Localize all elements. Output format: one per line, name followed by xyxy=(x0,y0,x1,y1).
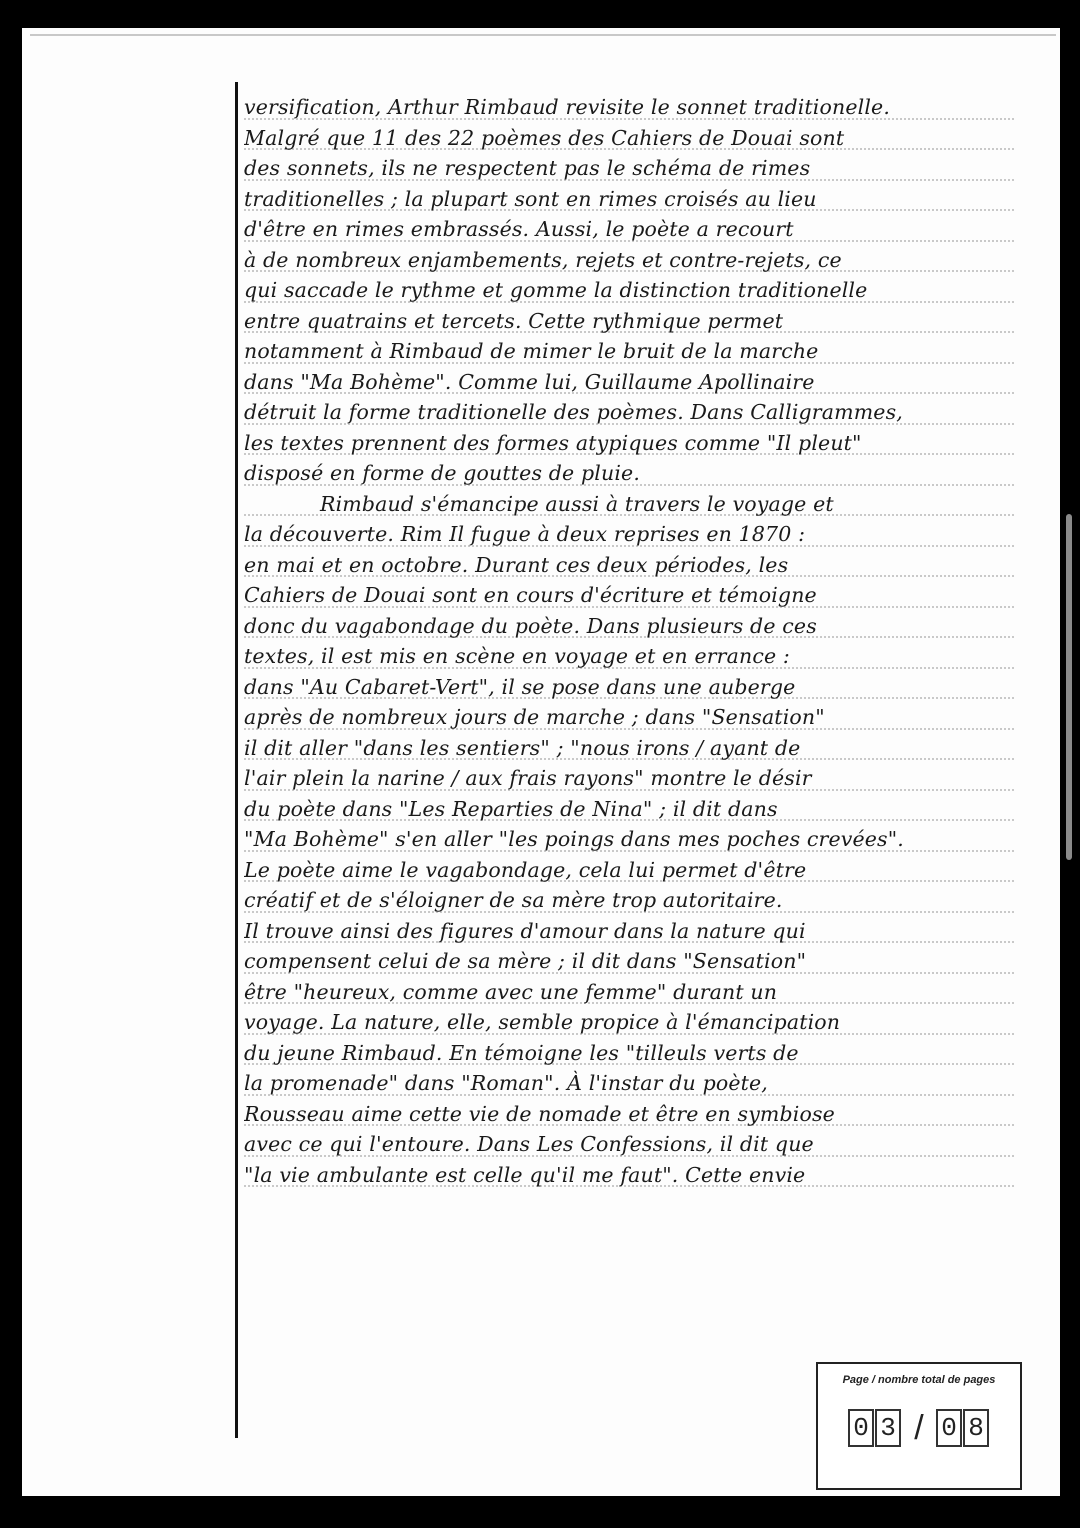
text-line: voyage. La nature, elle, semble propice à l'émancipation xyxy=(244,1007,1014,1038)
text-line: dans "Ma Bohème". Comme lui, Guillaume Apollinaire xyxy=(244,367,1014,398)
page-number-digits xyxy=(848,1410,990,1446)
essay-text xyxy=(244,92,1014,1190)
text-line: après de nombreux jours de marche ; dans "Sensation" xyxy=(244,702,1014,733)
text-line: qui saccade le rythme et gomme la distinction traditionelle xyxy=(244,275,1014,306)
frame-border-top xyxy=(0,0,1080,28)
text-line: Il trouve ainsi des figures d'amour dans la nature qui xyxy=(244,916,1014,947)
margin-line xyxy=(235,82,238,1438)
text-line: compensent celui de sa mère ; il dit dans "Sensation" xyxy=(244,946,1014,977)
text-line: à de nombreux enjambements, rejets et contre-rejets, ce xyxy=(244,245,1014,276)
text-line: créatif et de s'éloigner de sa mère trop autoritaire. xyxy=(244,885,1014,916)
text-line: "Ma Bohème" s'en aller "les poings dans mes poches crevées". xyxy=(244,824,1014,855)
scrollbar[interactable] xyxy=(1066,514,1072,860)
text-line: détruit la forme traditionelle des poèmes. Dans Calligrammes, xyxy=(244,397,1014,428)
page-digit: 0 xyxy=(848,1409,874,1447)
text-line: il dit aller "dans les sentiers" ; "nous irons / ayant de xyxy=(244,733,1014,764)
text-line: en mai et en octobre. Durant ces deux périodes, les xyxy=(244,550,1014,581)
text-line: disposé en forme de gouttes de pluie. xyxy=(244,458,1014,489)
text-line: être "heureux, comme avec une femme" durant un xyxy=(244,977,1014,1008)
page-separator: / xyxy=(914,1409,924,1447)
page-digit: 3 xyxy=(875,1409,901,1447)
text-line: Le poète aime le vagabondage, cela lui permet d'être xyxy=(244,855,1014,886)
text-line: avec ce qui l'entoure. Dans Les Confessions, il dit que xyxy=(244,1129,1014,1160)
text-line: du jeune Rimbaud. En témoigne les "tilleuls verts de xyxy=(244,1038,1014,1069)
text-line: l'air plein la narine / aux frais rayons" montre le désir xyxy=(244,763,1014,794)
text-line: les textes prennent des formes atypiques comme "Il pleut" xyxy=(244,428,1014,459)
text-line: entre quatrains et tercets. Cette rythmique permet xyxy=(244,306,1014,337)
handwritten-page xyxy=(22,28,1060,1496)
text-line: donc du vagabondage du poète. Dans plusieurs de ces xyxy=(244,611,1014,642)
text-line: la découverte. Rim Il fugue à deux reprises en 1870 : xyxy=(244,519,1014,550)
top-rule xyxy=(30,34,1056,36)
page-number-label: Page / nombre total de pages xyxy=(842,1374,996,1386)
text-line: "la vie ambulante est celle qu'il me faut". Cette envie xyxy=(244,1160,1014,1191)
text-line: la promenade" dans "Roman". À l'instar du poète, xyxy=(244,1068,1014,1099)
text-line: dans "Au Cabaret-Vert", il se pose dans une auberge xyxy=(244,672,1014,703)
frame-border-bottom xyxy=(0,1496,1080,1528)
text-line: Cahiers de Douai sont en cours d'écriture et témoigne xyxy=(244,580,1014,611)
text-line: textes, il est mis en scène en voyage et en errance : xyxy=(244,641,1014,672)
page-number-box xyxy=(816,1362,1022,1490)
text-line: Rousseau aime cette vie de nomade et être en symbiose xyxy=(244,1099,1014,1130)
total-digit: 0 xyxy=(936,1409,962,1447)
text-line: du poète dans "Les Reparties de Nina" ; il dit dans xyxy=(244,794,1014,825)
text-line: traditionelles ; la plupart sont en rimes croisés au lieu xyxy=(244,184,1014,215)
text-line: des sonnets, ils ne respectent pas le schéma de rimes xyxy=(244,153,1014,184)
text-line: Rimbaud s'émancipe aussi à travers le voyage et xyxy=(244,489,1014,520)
total-digit: 8 xyxy=(963,1409,989,1447)
text-line: Malgré que 11 des 22 poèmes des Cahiers de Douai sont xyxy=(244,123,1014,154)
text-line: versification, Arthur Rimbaud revisite le sonnet traditionelle. xyxy=(244,92,1014,123)
text-line: d'être en rimes embrassés. Aussi, le poète a recourt xyxy=(244,214,1014,245)
text-line: notamment à Rimbaud de mimer le bruit de la marche xyxy=(244,336,1014,367)
frame-border-left xyxy=(0,0,22,1528)
